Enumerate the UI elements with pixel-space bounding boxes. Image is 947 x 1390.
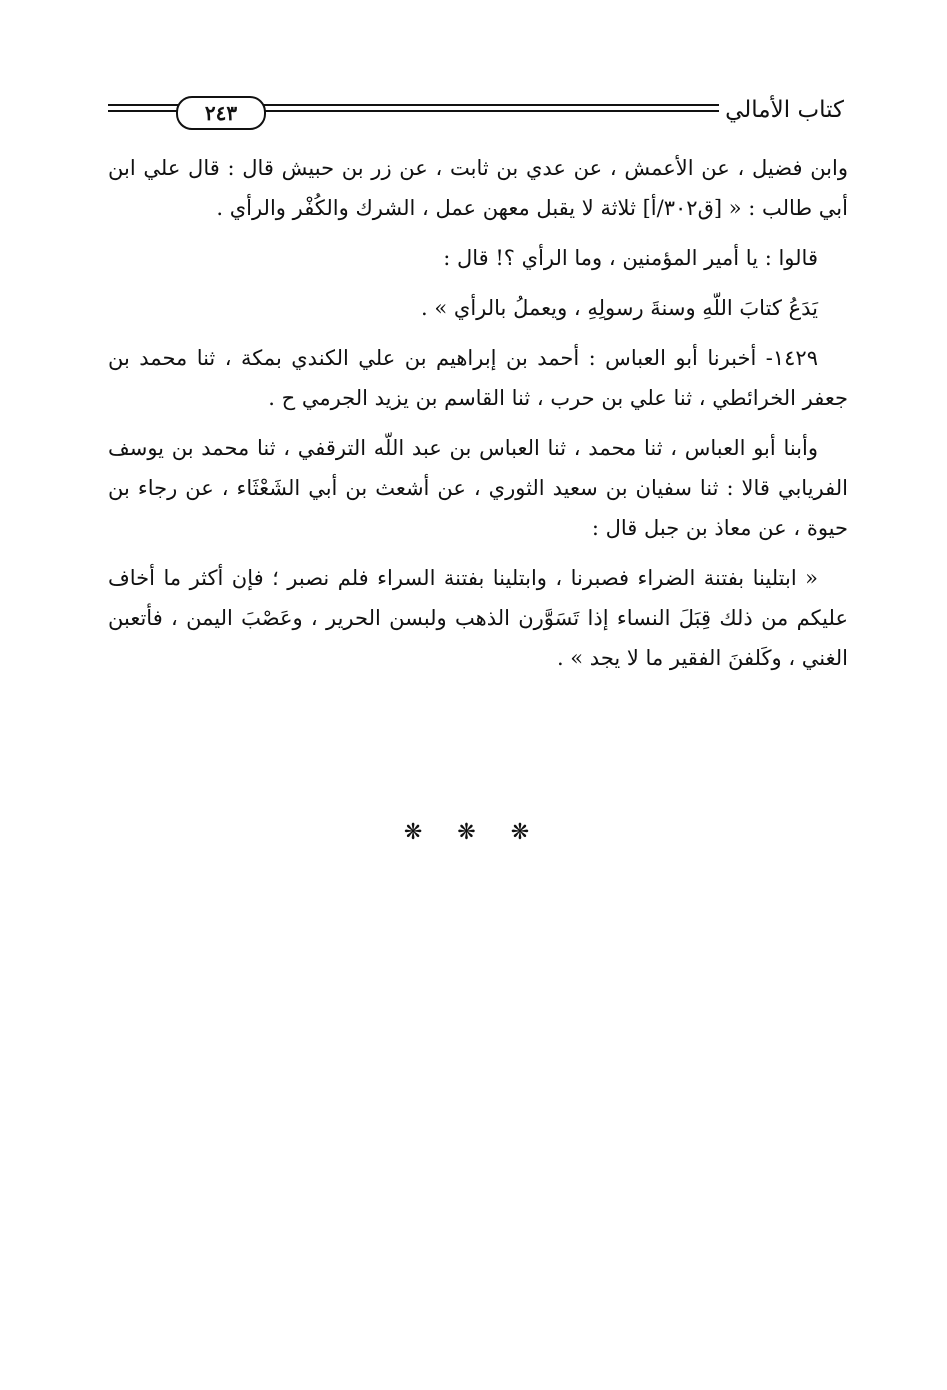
paragraph-1: وابن فضيل ، عن الأعمش ، عن عدي بن ثابت ، عن زر بن حبيش قال : قال علي ابن أبي طالب : « [ق٣٠٢/أ] ثلاثة لا يقبل معهن عمل ، الشرك والكُفْر والرأي . [108, 156, 848, 220]
paragraph-2: قالوا : يا أمير المؤمنين ، وما الرأي ؟! قال : [443, 246, 818, 270]
hadith-text: « ابتلينا بفتنة الضراء فصبرنا ، وابتلينا بفتنة السراء فلم نصبر ؛ فإن أكثر ما أخاف عليكم من ذلك قِبَلَ النساء إذا تَسَوَّرن الذهب ولبسن الحرير ، وعَصْبَ اليمن ، فأتعبن الغني ، وكَلفنَ الفقير ما لا يجد » . [108, 566, 848, 670]
book-title: كتاب الأمالي [719, 92, 844, 128]
paragraph-3: يَدَعُ كتابَ اللّهِ وسنةَ رسولِهِ ، ويعملُ بالرأي » . [421, 296, 818, 320]
section-separator: ❋ ❋ ❋ [403, 820, 544, 845]
header-rule-left [108, 104, 178, 112]
hadith-1429: ١٤٢٩- أخبرنا أبو العباس : أحمد بن إبراهيم بن علي الكندي بمكة ، ثنا محمد بن جعفر الخرائطي ، ثنا علي بن حرب ، ثنا القاسم بن يزيد الجرمي ح . [108, 346, 848, 410]
page-header [108, 92, 844, 132]
page-body [108, 148, 848, 688]
page-number: ٢٤٣ [176, 96, 266, 130]
paragraph-5: وأبنا أبو العباس ، ثنا محمد ، ثنا العباس بن عبد اللّه الترقفي ، ثنا محمد بن يوسف الفريابي قالا : ثنا سفيان بن سعيد الثوري ، عن أشعث بن أبي الشَعْثَاء ، عن رجاء بن حيوة ، عن معاذ بن جبل قال : [108, 436, 848, 540]
